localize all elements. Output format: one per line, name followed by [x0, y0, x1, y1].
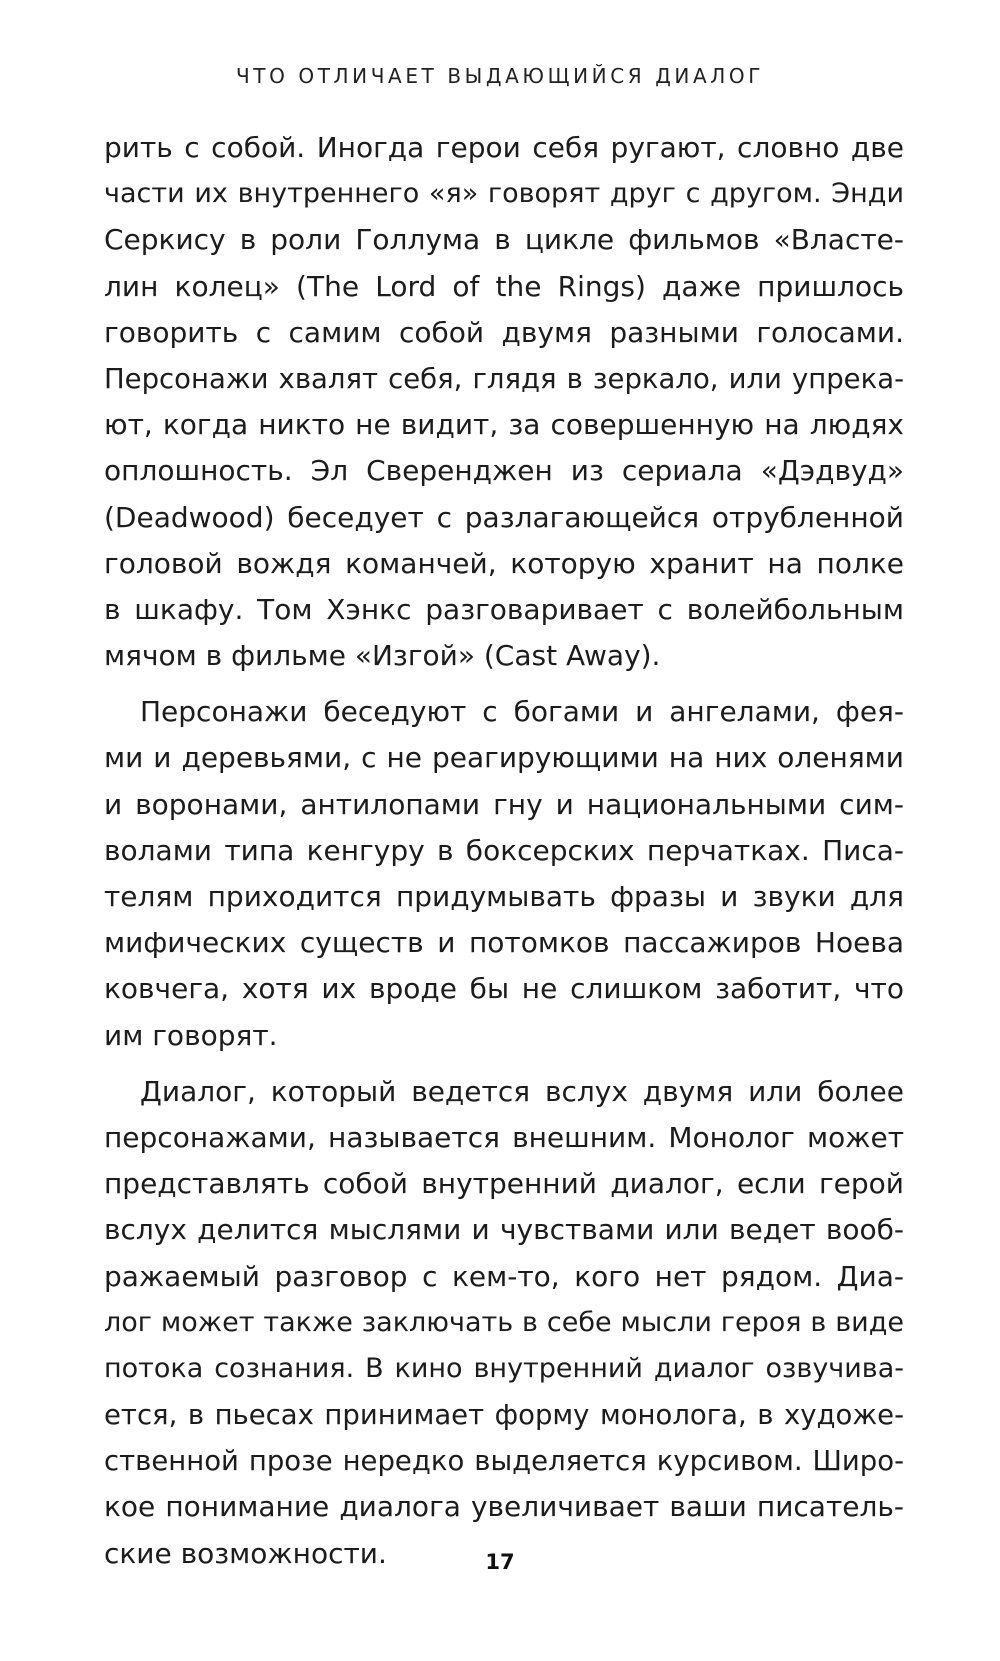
page-number: 17: [485, 1550, 515, 1574]
text-line: говорить с самим собой двумя разными голосами.: [104, 315, 904, 349]
text-line: оплошность. Эл Сверенджен из сериала «Дэдвуд»: [104, 454, 904, 488]
text-line: им говорят.: [104, 1018, 278, 1052]
text-line: Диалог, который ведется вслух двумя или более: [140, 1074, 904, 1108]
text-line: лин колец» (The Lord of the Rings) даже пришлось: [104, 269, 904, 303]
text-line: рить с собой. Иногда герои себя ругают, словно две: [104, 131, 904, 164]
text-line: Персонажи хвалят себя, глядя в зеркало, или упрека-: [104, 362, 904, 395]
text-line: ственной прозе нередко выделяется курсивом. Широ-: [104, 1445, 904, 1478]
text-line: ют, когда никто не видит, за совершенную на людях: [104, 408, 904, 442]
text-line: телям приходится придумывать фразы и звуки для: [104, 880, 904, 913]
text-line: волами типа кенгуру в боксерских перчатках. Писа-: [104, 833, 904, 867]
text-line: ми и деревьями, с не реагирующими на них оленями: [104, 741, 904, 775]
text-line: Серкису в роли Голлума в цикле фильмов «Власте-: [104, 223, 904, 257]
text-line: ется, в пьесах принимает форму монолога, в художе-: [104, 1399, 904, 1432]
text-line: головой вождя команчей, которую хранит на полке: [104, 546, 904, 580]
text-line: ские возможности.: [104, 1536, 387, 1570]
running-head: ЧТО ОТЛИЧАЕТ ВЫДАЮЩИЙСЯ ДИАЛОГ: [235, 64, 765, 88]
text-line: в шкафу. Том Хэнкс разговаривает с волейбольным: [104, 592, 904, 626]
text-line: ковчега, хотя их вроде бы не слишком заботит, что: [104, 972, 904, 1006]
text-line: части их внутреннего «я» говорят друг с другом. Энди: [104, 178, 904, 210]
text-line: Персонажи беседуют с богами и ангелами, фея-: [140, 695, 904, 729]
paragraph: [104, 125, 904, 679]
text-line: кое понимание диалога увеличивает ваши писатель-: [104, 1490, 904, 1524]
text-line: лог может также заключать в себе мысли героя в виде: [104, 1306, 904, 1338]
text-line: персонажами, называется внешним. Монолог может: [104, 1120, 904, 1154]
text-line: мячом в фильме «Изгой» (Cast Away).: [104, 639, 661, 673]
text-line: (Deadwood) беседует с разлагающейся отрубленной: [104, 500, 904, 534]
text-line: представлять собой внутренний диалог, если герой: [104, 1167, 904, 1201]
text-line: потока сознания. В кино внутренний диалог озвучива-: [104, 1352, 904, 1384]
text-line: ражаемый разговор с кем-то, кого нет рядом. Диа-: [104, 1259, 904, 1293]
body-text: [104, 125, 904, 1577]
paragraph: [104, 689, 904, 1059]
paragraph: [104, 1069, 904, 1577]
text-line: и воронами, антилопами гну и национальными сим-: [104, 787, 904, 821]
text-line: вслух делится мыслями и чувствами или ведет вооб-: [104, 1213, 904, 1247]
text-line: мифических существ и потомков пассажиров Ноева: [104, 926, 904, 960]
